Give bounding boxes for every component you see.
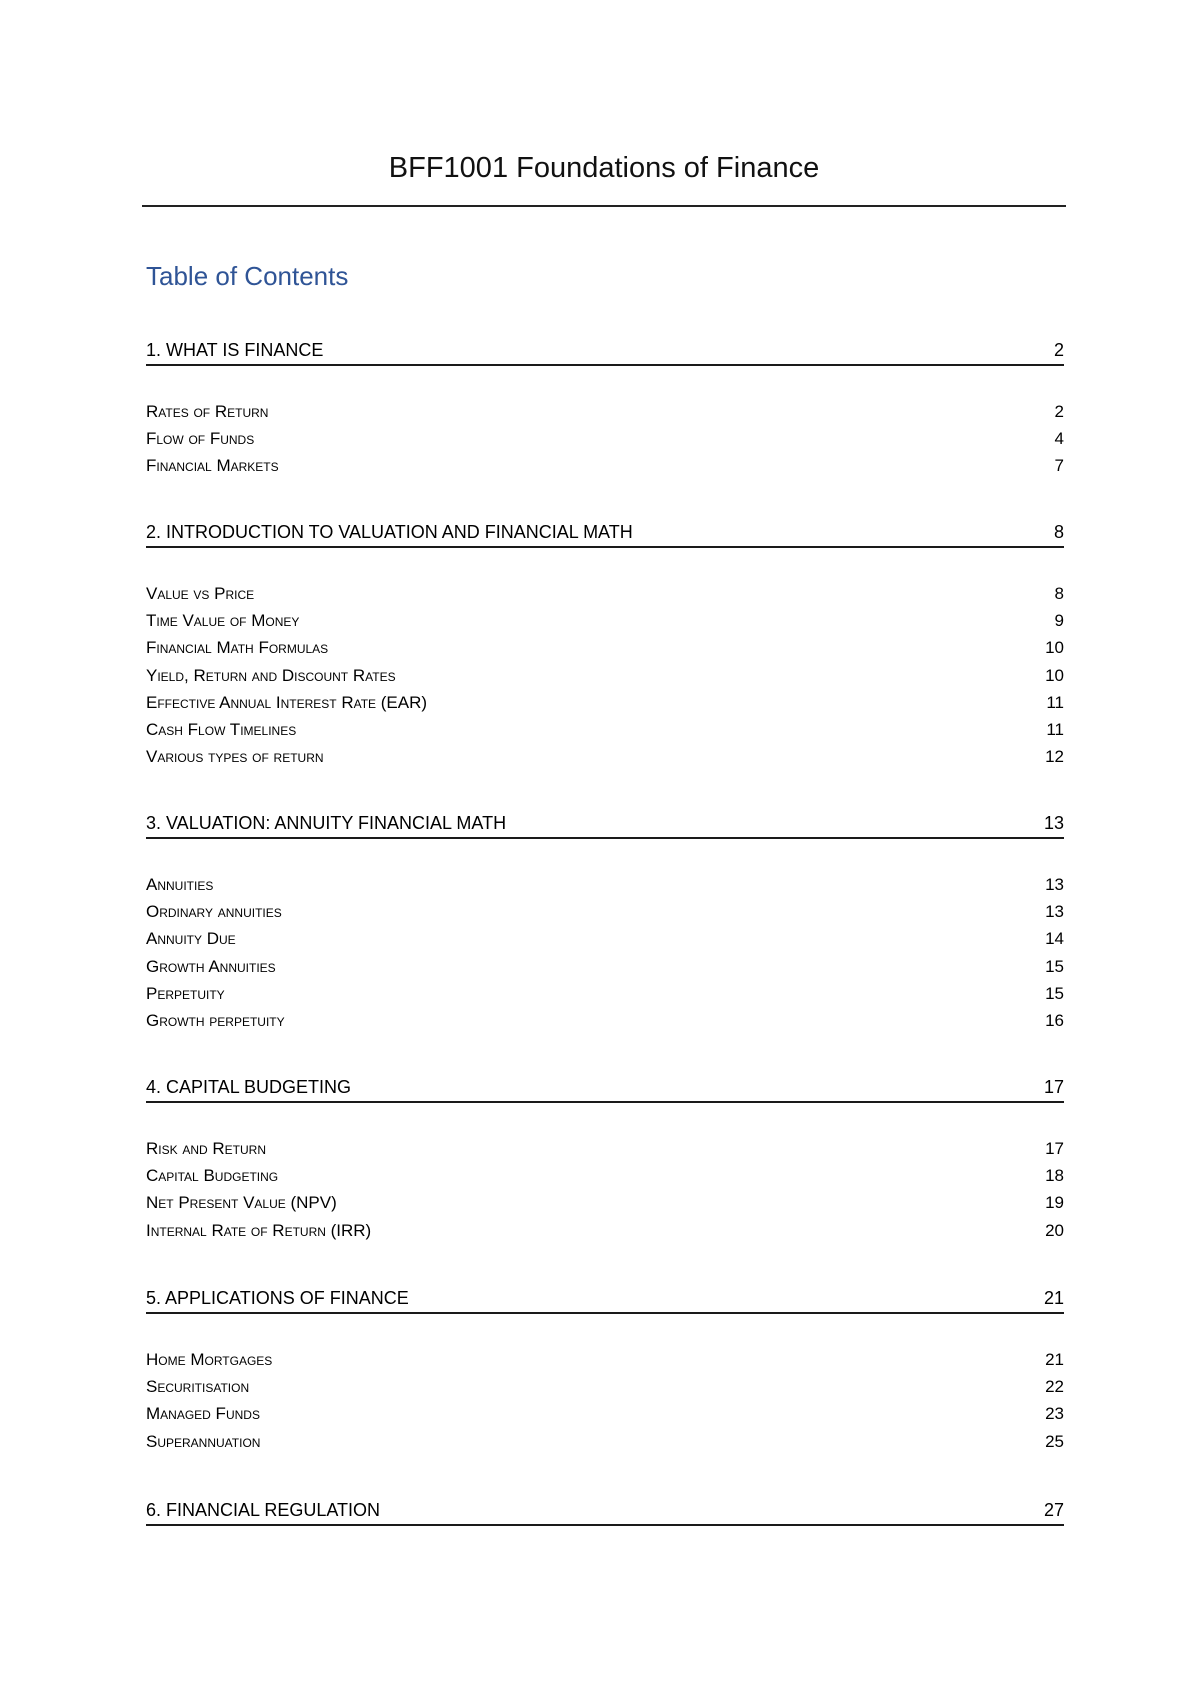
toc-item-label: Annuities bbox=[146, 875, 214, 894]
toc-item-row[interactable] bbox=[146, 609, 1064, 633]
toc-item-label: Superannuation bbox=[146, 1431, 261, 1451]
toc-item-row[interactable] bbox=[146, 1164, 1064, 1188]
toc-item-page: 4 bbox=[1054, 429, 1064, 449]
toc-item-label: Net Present Value (NPV) bbox=[146, 1193, 337, 1213]
document-title: BFF1001 Foundations of Finance bbox=[388, 152, 820, 184]
toc-item-page: 16 bbox=[1045, 1011, 1064, 1030]
toc-item-label: Annuity Due bbox=[146, 929, 236, 949]
toc-item-page: 20 bbox=[1045, 1220, 1064, 1240]
toc-item-label: Financial Math Formulas bbox=[146, 638, 329, 658]
toc-item-label: Flow of Funds bbox=[146, 429, 255, 449]
toc-item-row[interactable] bbox=[146, 1402, 1064, 1426]
toc-section-page: 21 bbox=[1043, 1288, 1064, 1308]
table-of-contents bbox=[146, 0, 1064, 1698]
toc-item-row[interactable] bbox=[146, 691, 1064, 715]
toc-item-page: 12 bbox=[1045, 747, 1064, 767]
toc-section-page: 17 bbox=[1043, 1077, 1064, 1097]
toc-section-page: 13 bbox=[1043, 813, 1064, 833]
toc-section-row[interactable] bbox=[146, 338, 1064, 366]
toc-section-label: 5. APPLICATIONS OF FINANCE bbox=[146, 1288, 409, 1308]
toc-section-label: 4. CAPITAL BUDGETING bbox=[146, 1077, 352, 1097]
toc-section-label: 2. INTRODUCTION TO VALUATION AND FINANCIAL MATH bbox=[146, 522, 633, 542]
toc-item-row[interactable] bbox=[146, 582, 1064, 606]
toc-item-label: Ordinary annuities bbox=[146, 902, 282, 922]
toc-item-page: 10 bbox=[1045, 638, 1064, 658]
toc-item-label: Various types of return bbox=[146, 747, 324, 767]
toc-item-label: Cash Flow Timelines bbox=[146, 720, 297, 739]
toc-item-row[interactable] bbox=[146, 400, 1064, 424]
toc-heading: Table of Contents bbox=[146, 261, 349, 291]
toc-item-page: 8 bbox=[1054, 584, 1064, 603]
toc-item-page: 22 bbox=[1045, 1377, 1064, 1397]
toc-item-label: Risk and Return bbox=[146, 1139, 267, 1158]
toc-section-page: 27 bbox=[1043, 1500, 1064, 1520]
toc-item-row[interactable] bbox=[146, 1219, 1064, 1243]
toc-item-row[interactable] bbox=[146, 718, 1064, 742]
toc-section-label: 6. FINANCIAL REGULATION bbox=[146, 1500, 381, 1520]
toc-item-label: Securitisation bbox=[146, 1377, 250, 1397]
toc-item-row[interactable] bbox=[146, 427, 1064, 451]
toc-item-label: Internal Rate of Return (IRR) bbox=[146, 1220, 372, 1240]
toc-item-page: 15 bbox=[1045, 956, 1064, 976]
toc-item-page: 25 bbox=[1045, 1431, 1064, 1451]
toc-item-page: 13 bbox=[1045, 902, 1064, 922]
toc-item-row[interactable] bbox=[146, 745, 1064, 769]
toc-item-label: Financial Markets bbox=[146, 456, 279, 476]
toc-item-row[interactable] bbox=[146, 1137, 1064, 1161]
toc-item-label: Perpetuity bbox=[146, 983, 225, 1003]
toc-item-page: 13 bbox=[1045, 875, 1064, 894]
toc-item-page: 7 bbox=[1054, 456, 1064, 476]
toc-item-page: 14 bbox=[1045, 929, 1064, 949]
toc-section-page: 8 bbox=[1053, 522, 1064, 542]
toc-item-label: Capital Budgeting bbox=[146, 1166, 279, 1186]
toc-item-row[interactable] bbox=[146, 636, 1064, 660]
toc-item-row[interactable] bbox=[146, 873, 1064, 897]
toc-item-row[interactable] bbox=[146, 1191, 1064, 1215]
toc-item-page: 9 bbox=[1054, 611, 1064, 631]
toc-item-row[interactable] bbox=[146, 1430, 1064, 1454]
toc-item-page: 15 bbox=[1045, 983, 1064, 1003]
toc-item-page: 18 bbox=[1045, 1166, 1064, 1186]
toc-item-page: 11 bbox=[1046, 692, 1064, 712]
toc-item-row[interactable] bbox=[146, 454, 1064, 478]
toc-section-row[interactable] bbox=[146, 1498, 1064, 1526]
toc-item-page: 23 bbox=[1045, 1404, 1064, 1424]
toc-item-label: Rates of Return bbox=[146, 402, 269, 421]
toc-section-label: 3. VALUATION: ANNUITY FINANCIAL MATH bbox=[146, 813, 507, 833]
toc-item-label: Effective Annual Interest Rate (EAR) bbox=[146, 692, 428, 712]
toc-item-label: Managed Funds bbox=[146, 1404, 260, 1424]
toc-item-row[interactable] bbox=[146, 1375, 1064, 1399]
toc-item-label: Yield, Return and Discount Rates bbox=[146, 665, 396, 685]
toc-item-row[interactable] bbox=[146, 900, 1064, 924]
toc-item-label: Time Value of Money bbox=[146, 611, 300, 631]
toc-item-page: 11 bbox=[1046, 720, 1064, 739]
toc-item-page: 21 bbox=[1045, 1350, 1064, 1369]
toc-section-label: 1. WHAT IS FINANCE bbox=[146, 340, 324, 360]
toc-section-row[interactable] bbox=[146, 1286, 1064, 1314]
toc-item-label: Growth Annuities bbox=[146, 956, 276, 976]
toc-section-page: 2 bbox=[1053, 340, 1064, 360]
toc-item-row[interactable] bbox=[146, 927, 1064, 951]
toc-item-page: 17 bbox=[1045, 1139, 1064, 1158]
toc-item-label: Home Mortgages bbox=[146, 1350, 273, 1369]
toc-item-row[interactable] bbox=[146, 955, 1064, 979]
toc-section-row[interactable] bbox=[146, 811, 1064, 839]
toc-item-row[interactable] bbox=[146, 1009, 1064, 1033]
toc-item-row[interactable] bbox=[146, 1348, 1064, 1372]
toc-section-row[interactable] bbox=[146, 520, 1064, 548]
toc-item-label: Growth perpetuity bbox=[146, 1011, 285, 1030]
toc-item-row[interactable] bbox=[146, 982, 1064, 1006]
toc-item-page: 19 bbox=[1045, 1193, 1064, 1213]
toc-item-row[interactable] bbox=[146, 664, 1064, 688]
toc-item-page: 2 bbox=[1054, 402, 1064, 421]
toc-section-row[interactable] bbox=[146, 1075, 1064, 1103]
toc-item-page: 10 bbox=[1045, 665, 1064, 685]
toc-item-label: Value vs Price bbox=[146, 584, 255, 603]
